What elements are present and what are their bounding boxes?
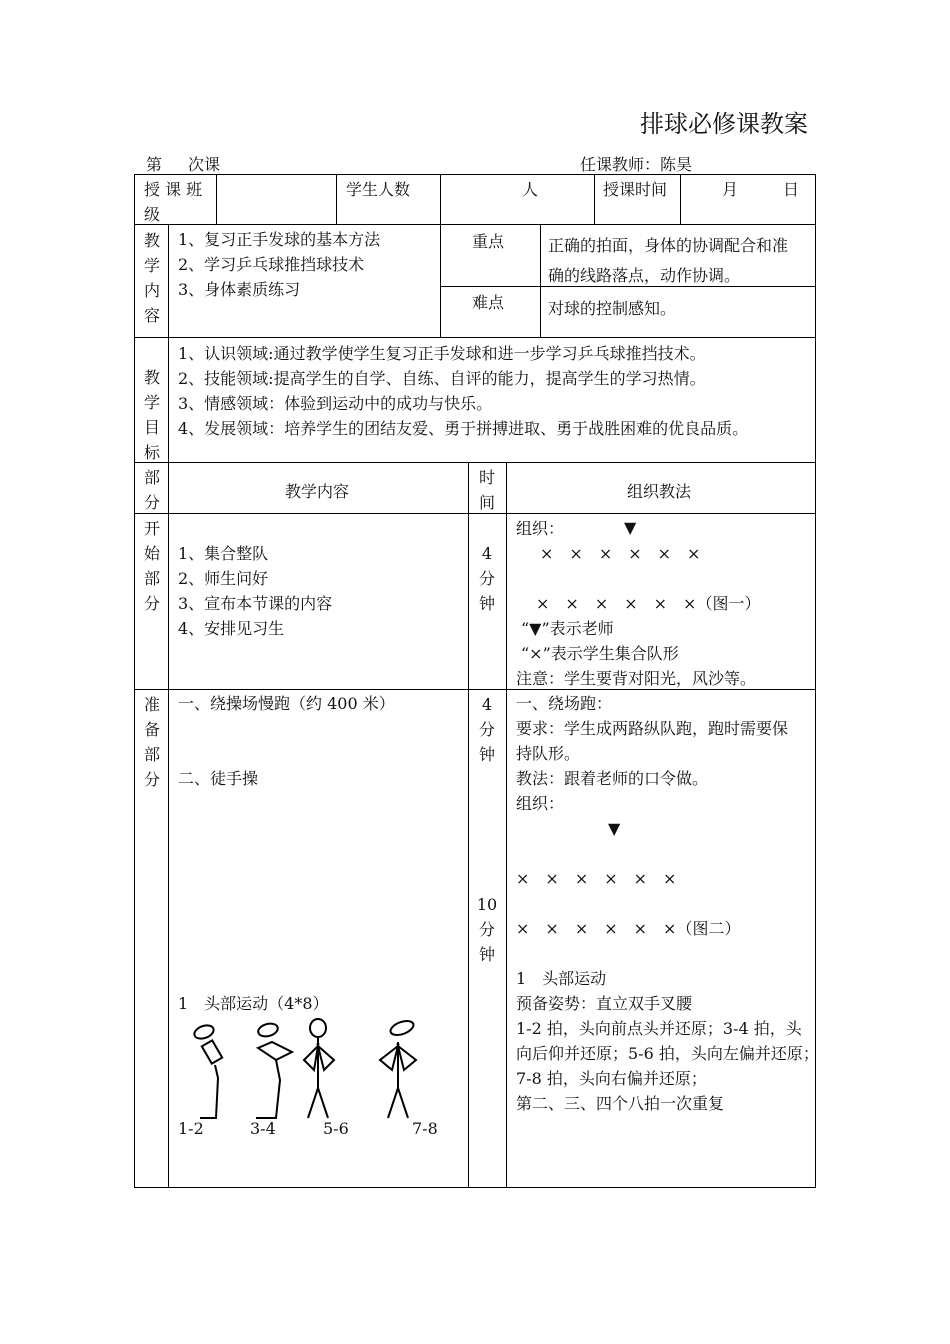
prep-method: 1-2 拍，头向前点头并还原；3-4 拍，头 bbox=[516, 1019, 802, 1038]
legend-note: “×”表示学生集合队形 bbox=[521, 644, 679, 663]
start-item: 2、师生问好 bbox=[178, 569, 269, 588]
prep-method: 第二、三、四个八拍一次重复 bbox=[516, 1094, 725, 1113]
content-header: 教学内容 bbox=[285, 482, 350, 501]
prep-method: 要求：学生成两路纵队跑，跑时需要保 bbox=[516, 719, 789, 738]
content-item: 3、身体素质练习 bbox=[178, 280, 301, 299]
beat-label: 5-6 bbox=[323, 1119, 349, 1138]
content-label: 教 学 内 容 bbox=[143, 231, 160, 325]
difficulty-text: 对球的控制感知。 bbox=[548, 299, 677, 318]
content-item: 2、学习乒乓球推挡球技术 bbox=[178, 255, 365, 274]
start-time: 4 分 钟 bbox=[478, 544, 495, 613]
prep-time-1: 4 分 钟 bbox=[478, 695, 495, 764]
method-header: 组织教法 bbox=[627, 482, 692, 501]
prep-method: 一、绕场跑： bbox=[516, 694, 613, 713]
content-item: 1、复习正手发球的基本方法 bbox=[178, 230, 381, 249]
teacher-marker-icon: ▼ bbox=[608, 819, 621, 838]
document-title: 排球必修课教案 bbox=[640, 110, 808, 138]
goal-item: 3、情感领域：体验到运动中的成功与快乐。 bbox=[178, 394, 493, 413]
teacher-label: 任课教师：陈昊 bbox=[580, 155, 693, 174]
start-part-label: 开 始 部 分 bbox=[143, 519, 160, 613]
caution-note: 注意：学生要背对阳光，风沙等。 bbox=[516, 669, 757, 688]
prep-item: 二、徒手操 bbox=[178, 769, 259, 788]
month-label: 月 bbox=[722, 180, 739, 199]
goal-item: 2、技能领域:提高学生的自学、自练、自评的能力，提高学生的学习热情。 bbox=[178, 369, 706, 388]
formation-row: × × × × × × bbox=[516, 869, 677, 888]
formation-row: × × × × × ×（图一） bbox=[536, 594, 761, 613]
prep-method: 向后仰并还原；5-6 拍，头向左偏并还原； bbox=[516, 1044, 819, 1063]
key-point-text: 正确的拍面，身体的协调配合和准 bbox=[548, 236, 789, 255]
goal-item: 1、认识领域:通过教学使学生复习正手发球和进一步学习乒乓球推挡技术。 bbox=[178, 344, 706, 363]
students-unit: 人 bbox=[522, 180, 539, 199]
head-exercise-figures bbox=[180, 1018, 440, 1122]
key-point-label: 重点 bbox=[472, 232, 505, 251]
beat-label: 3-4 bbox=[250, 1119, 276, 1138]
start-item: 4、安排见习生 bbox=[178, 619, 285, 638]
beat-label: 7-8 bbox=[412, 1119, 438, 1138]
teacher-marker-icon: ▼ bbox=[624, 518, 637, 537]
day-label: 日 bbox=[783, 180, 800, 199]
lesson-suffix: 次课 bbox=[188, 155, 221, 174]
part-header: 部 分 bbox=[143, 468, 160, 512]
start-item: 3、宣布本节课的内容 bbox=[178, 594, 333, 613]
lesson-label: 第 bbox=[146, 155, 163, 174]
difficulty-label: 难点 bbox=[472, 293, 505, 312]
prep-part-label: 准 备 部 分 bbox=[143, 695, 160, 789]
prep-method: 持队形。 bbox=[516, 744, 581, 763]
class-label-2: 级 bbox=[144, 205, 161, 224]
class-label: 授 课 班 bbox=[144, 180, 203, 199]
goals-label: 教 学 目 标 bbox=[143, 368, 160, 462]
goal-item: 4、发展领域：培养学生的团结友爱、勇于拼搏进取、勇于战胜困难的优良品质。 bbox=[178, 419, 749, 438]
prep-method: 7-8 拍，头向右偏并还原； bbox=[516, 1069, 707, 1088]
start-item: 1、集合整队 bbox=[178, 544, 269, 563]
prep-method: 预备姿势：直立双手叉腰 bbox=[516, 994, 693, 1013]
beat-label: 1-2 bbox=[178, 1119, 204, 1138]
key-point-text: 确的线路落点，动作协调。 bbox=[548, 266, 741, 285]
legend-note: “▼”表示老师 bbox=[521, 619, 614, 638]
prep-method: 组织： bbox=[516, 794, 565, 813]
formation-row: × × × × × × bbox=[540, 544, 701, 563]
prep-item: 1 头部运动（4*8） bbox=[178, 994, 329, 1013]
prep-item: 一、绕操场慢跑（约 400 米） bbox=[178, 694, 395, 713]
students-label: 学生人数 bbox=[346, 180, 411, 199]
prep-method: 1 头部运动 bbox=[516, 969, 607, 988]
prep-time-2: 10 分 钟 bbox=[476, 895, 498, 964]
time-header: 时 间 bbox=[478, 468, 495, 512]
formation-row: × × × × × ×（图二） bbox=[516, 919, 741, 938]
prep-method: 教法：跟着老师的口令做。 bbox=[516, 769, 709, 788]
start-org-label: 组织： bbox=[516, 519, 565, 538]
time-label: 授课时间 bbox=[603, 180, 668, 199]
